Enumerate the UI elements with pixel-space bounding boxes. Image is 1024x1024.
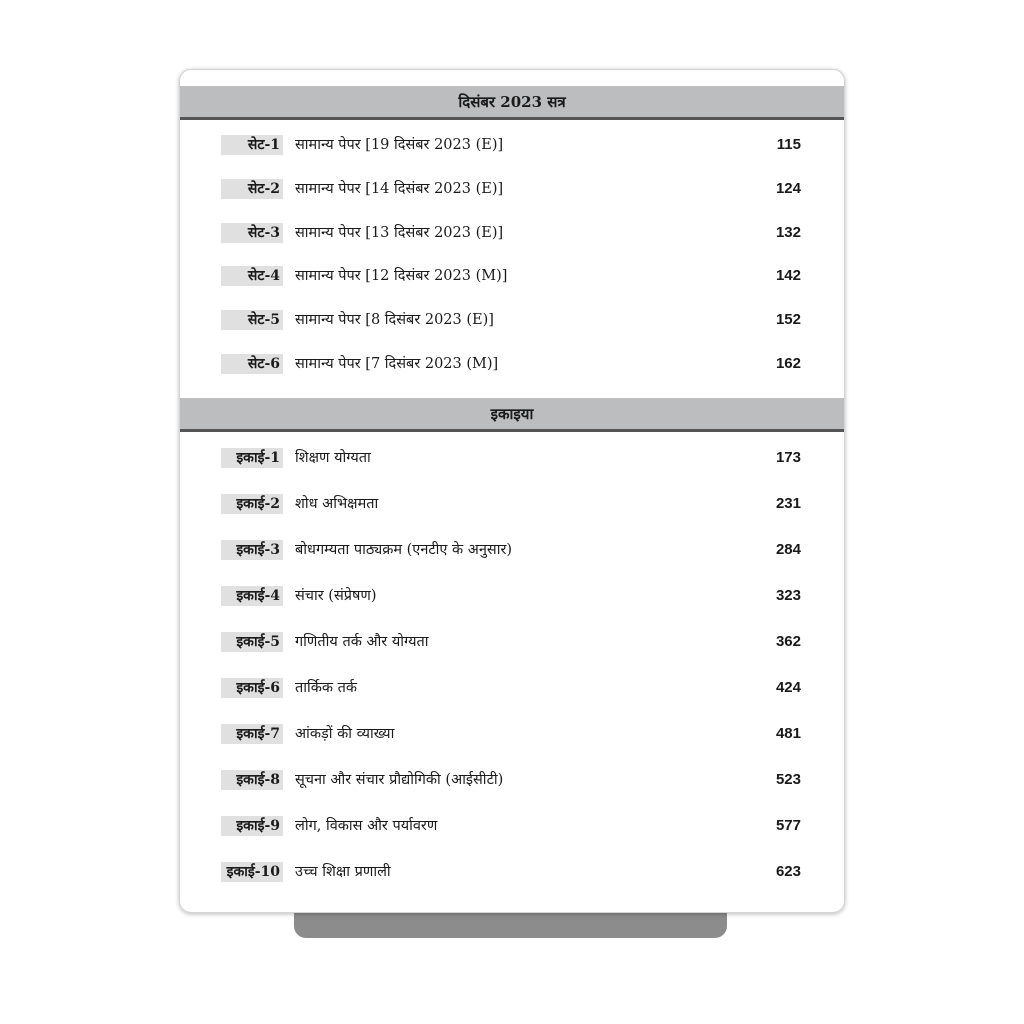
unit-label: इकाई-1	[221, 448, 283, 468]
list-item[interactable]	[180, 447, 844, 469]
page-number: 481	[775, 725, 801, 742]
entry-title: सूचना और संचार प्रौद्योगिकी (आईसीटी)	[295, 772, 504, 788]
page-number: 115	[776, 136, 801, 153]
contents-card	[179, 69, 845, 913]
unit-label: इकाई-5	[221, 632, 283, 652]
unit-label: इकाई-8	[221, 770, 283, 790]
page-number: 362	[775, 633, 801, 650]
page-number: 173	[775, 449, 801, 466]
entry-title: लोग, विकास और पर्यावरण	[295, 818, 438, 834]
list-item[interactable]	[180, 353, 844, 375]
page-number: 284	[775, 541, 801, 558]
entry-title: सामान्य पेपर [13 दिसंबर 2023 (E)]	[295, 225, 504, 241]
page-number: 152	[775, 311, 801, 328]
unit-label: इकाई-7	[221, 724, 283, 744]
list-item[interactable]	[180, 631, 844, 653]
list-item[interactable]	[180, 769, 844, 791]
entry-title: बोधगम्यता पाठ्यक्रम (एनटीए के अनुसार)	[295, 542, 513, 558]
list-item[interactable]	[180, 677, 844, 699]
unit-label: इकाई-6	[221, 678, 283, 698]
set-label: सेट-4	[221, 266, 283, 286]
set-label: सेट-6	[221, 354, 283, 374]
unit-label: इकाई-3	[221, 540, 283, 560]
entry-title: आंकड़ों की व्याख्या	[295, 726, 395, 742]
entry-title: शिक्षण योग्यता	[295, 450, 371, 466]
list-item[interactable]	[180, 815, 844, 837]
entry-title: संचार (संप्रेषण)	[295, 588, 377, 604]
set-label: सेट-5	[221, 310, 283, 330]
set-label: सेट-2	[221, 179, 283, 199]
entry-title: तार्किक तर्क	[295, 680, 358, 696]
list-item[interactable]	[180, 493, 844, 515]
list-item[interactable]	[180, 178, 844, 200]
list-item[interactable]	[180, 134, 844, 156]
page-number: 323	[775, 587, 801, 604]
list-item[interactable]	[180, 539, 844, 561]
page-number: 162	[775, 355, 801, 372]
entry-title: गणितीय तर्क और योग्यता	[295, 634, 429, 650]
set-label: सेट-3	[221, 223, 283, 243]
entry-title: सामान्य पेपर [12 दिसंबर 2023 (M)]	[295, 268, 508, 284]
list-item[interactable]	[180, 723, 844, 745]
page-number: 523	[775, 771, 801, 788]
unit-label: इकाई-10	[221, 862, 283, 882]
list-item[interactable]	[180, 861, 844, 883]
section-header-december-2023: दिसंबर 2023 सत्र	[180, 86, 844, 120]
page-number: 623	[775, 863, 801, 880]
unit-label: इकाई-4	[221, 586, 283, 606]
page-number: 231	[775, 495, 801, 512]
page-number: 132	[775, 224, 801, 241]
entry-title: सामान्य पेपर [8 दिसंबर 2023 (E)]	[295, 312, 494, 328]
set-label: सेट-1	[221, 135, 283, 155]
page-number: 142	[775, 267, 801, 284]
entry-title: शोध अभिक्षमता	[295, 496, 379, 512]
list-item[interactable]	[180, 309, 844, 331]
list-item[interactable]	[180, 585, 844, 607]
page-number: 577	[775, 817, 801, 834]
page-number: 424	[775, 679, 801, 696]
entry-title: सामान्य पेपर [19 दिसंबर 2023 (E)]	[295, 137, 504, 153]
entry-title: सामान्य पेपर [14 दिसंबर 2023 (E)]	[295, 181, 504, 197]
page-number: 124	[775, 180, 801, 197]
unit-label: इकाई-9	[221, 816, 283, 836]
unit-label: इकाई-2	[221, 494, 283, 514]
entry-title: उच्च शिक्षा प्रणाली	[295, 864, 391, 880]
entry-title: सामान्य पेपर [7 दिसंबर 2023 (M)]	[295, 356, 499, 372]
list-item[interactable]	[180, 222, 844, 244]
section-header-units: इकाइया	[180, 398, 844, 432]
list-item[interactable]	[180, 265, 844, 287]
